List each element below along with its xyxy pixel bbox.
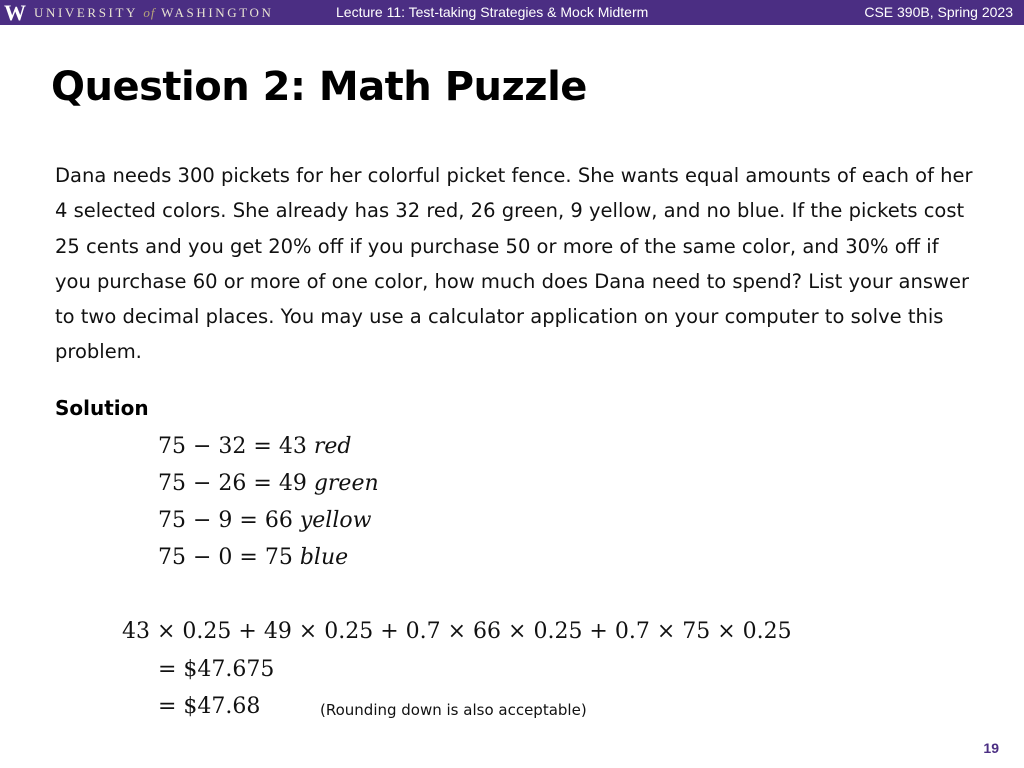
equation-blue: 75 − 0 = 75 blue (158, 545, 349, 570)
problem-statement: Dana needs 300 pickets for her colorful picket fence. She wants equal amounts of each of her 4 selected colors. She already has 32 red, 26 green, 9 yellow, and no blue. If the pickets cost 25 cents and you get 20% off if you purchase 50 or more of the same color, and 30% off if you purchase 60 or more of one color, how much does Dana need to spend? List your answer to two decimal places. You may use a calculator application on your computer to solve this problem. (55, 164, 973, 364)
result-unrounded: = $47.675 (158, 657, 275, 682)
header-bar (0, 0, 1024, 25)
result-rounded: = $47.68 (158, 694, 261, 719)
university-logo (4, 1, 274, 24)
rounding-note: (Rounding down is also acceptable) (320, 701, 587, 719)
slide-title: Question 2: Math Puzzle (51, 64, 587, 110)
equation-red: 75 − 32 = 43 red (158, 434, 352, 459)
university-wordmark: UNIVERSITY of WASHINGTON (34, 4, 274, 20)
page-number: 19 (983, 740, 999, 756)
equation-yellow: 75 − 9 = 66 yellow (158, 508, 372, 533)
equation-green: 75 − 26 = 49 green (158, 471, 379, 496)
lecture-title: Lecture 11: Test-taking Strategies & Mock Midterm (336, 4, 649, 20)
course-name: CSE 390B, Spring 2023 (864, 4, 1013, 20)
solution-heading: Solution (55, 396, 149, 420)
total-cost-expression: 43 × 0.25 + 49 × 0.25 + 0.7 × 66 × 0.25 + 0.7 × 75 × 0.25 (122, 619, 792, 644)
uw-w-mark: W (4, 0, 26, 25)
